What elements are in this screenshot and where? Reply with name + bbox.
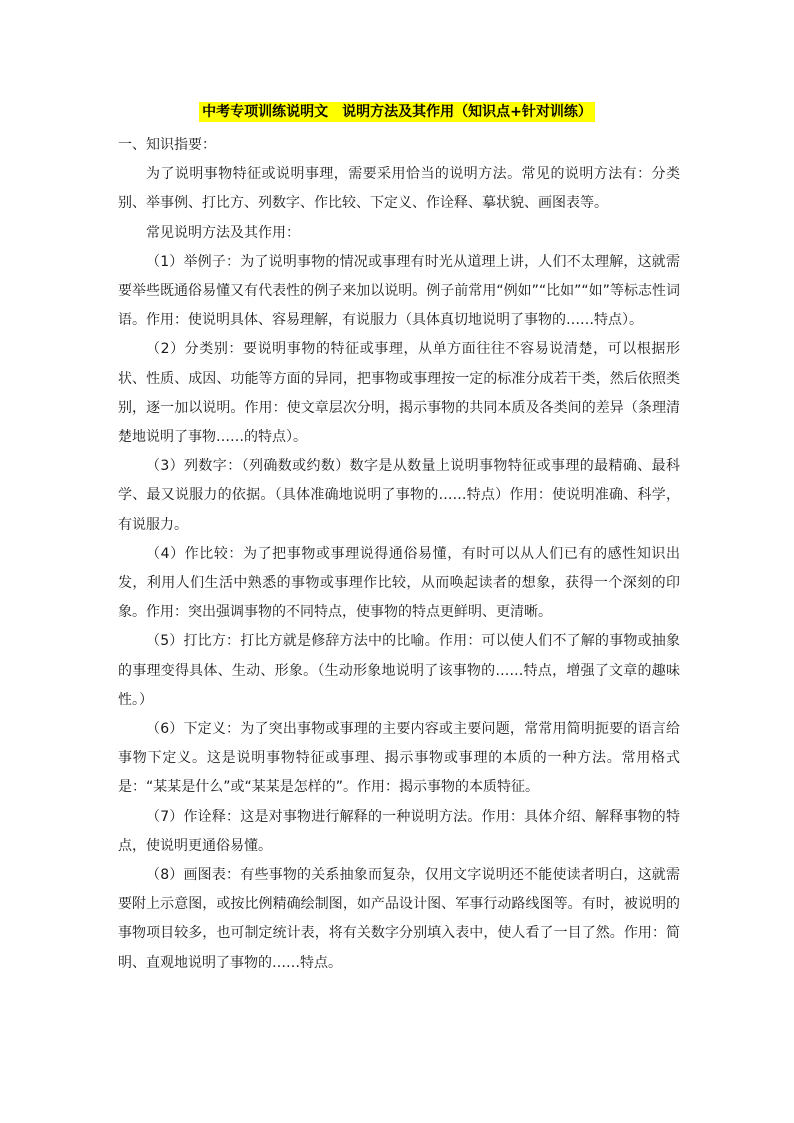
- paragraph-method-comparison: （4）作比较：为了把事物或事理说得通俗易懂，有时可以从人们已有的感性知识出发，利用人们生活中熟悉的事物或事理作比较，从而唤起读者的想象，获得一个深刻的印象。作用：突出强调事物的不同特点，使事物的特点更鲜明、更清晰。: [118, 545, 680, 621]
- paragraph-method-definition: （6）下定义：为了突出事物或事理的主要内容或主要问题，常常用简明扼要的语言给事物下定义。这是说明事物特征或事理、揭示事物或事理的本质的一种方法。常用格式是：“某某是什么”或“某某是怎样的”。作用：揭示事物的本质特征。: [118, 721, 680, 796]
- paragraph-method-classification: （2）分类别：要说明事物的特征或事理，从单方面往往不容易说清楚，可以根据形状、性质、成因、功能等方面的异同，把事物或事理按一定的标准分成若干类，然后依照类别，逐一加以说明。作用：使文章层次分明，揭示事物的共同本质及各类间的差异（条理清楚地说明了事物……的特点）。: [118, 341, 680, 446]
- paragraph-method-metaphor: （5）打比方：打比方就是修辞方法中的比喻。作用：可以使人们不了解的事物或抽象的事理变得具体、生动、形象。（生动形象地说明了该事物的……特点，增强了文章的趣味性。）: [118, 633, 680, 708]
- title-container: [0, 101, 794, 122]
- paragraph-methods-heading: 常见说明方法及其作用：: [146, 224, 300, 241]
- section-heading: 一、知识指要：: [118, 137, 216, 153]
- paragraph-method-numbers: （3）列数字：（列确数或约数）数字是从数量上说明事物特征或事理的最精确、最科学、最又说服力的依据。（具体准确地说明了事物的……特点）作用：使说明准确、科学，有说服力。: [118, 458, 680, 533]
- paragraph-method-examples: （1）举例子：为了说明事物的情况或事理有时光从道理上讲，人们不太理解，这就需要举些既通俗易懂又有代表性的例子来加以说明。例子前常用“例如”“比如”“如”等标志性词语。作用：使说明具体、容易理解，有说服力（具体真切地说明了事物的……特点）。: [118, 253, 680, 329]
- paragraph-method-explanation: （7）作诠释：这是对事物进行解释的一种说明方法。作用：具体介绍、解释事物的特点，使说明更通俗易懂。: [118, 808, 680, 854]
- paragraph-method-charts: （8）画图表：有些事物的关系抽象而复杂，仅用文字说明还不能使读者明白，这就需要附上示意图，或按比例精确绘制图，如产品设计图、军事行动路线图等。有时，被说明的事物项目较多，也可制定统计表，将有关数字分别填入表中，使人看了一目了然。作用：简明、直观地说明了事物的……特点。: [118, 867, 680, 971]
- document-body: [118, 131, 680, 978]
- paragraph-intro: 为了说明事物特征或说明事理，需要采用恰当的说明方法。常见的说明方法有：分类别、举事例、打比方、列数字、作比较、下定义、作诠释、摹状貌、画图表等。: [118, 166, 680, 212]
- document-title: 中考专项训练说明文 说明方法及其作用（知识点+针对训练）: [199, 102, 595, 122]
